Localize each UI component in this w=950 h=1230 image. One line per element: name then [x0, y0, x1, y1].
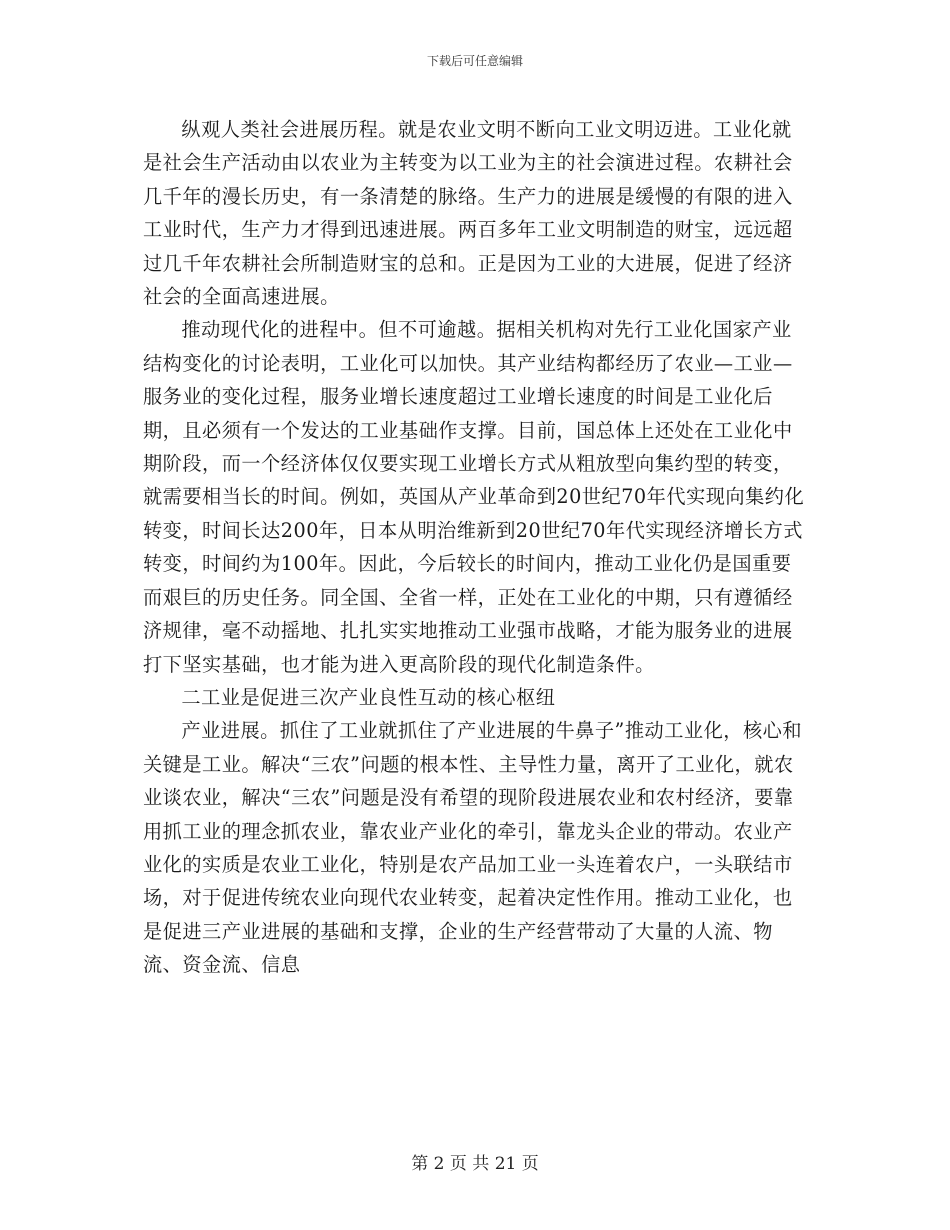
section-heading: 二工业是促进三次产业良性互动的核心枢纽	[181, 685, 556, 709]
page-header: 下载后可任意编辑	[426, 54, 523, 68]
paragraph-industry-hub: 产业进展。抓住了工业就抓住了产业进展的牛鼻子”推动工业化，核心和关键是工业。解决“三农”问题的根本性、主导性力量，离开了工业化，就农业谈农业，解决“三农”问题是没有希望的现阶段进展农业和农村经济，要靠用抓工业的理念抓农业，靠农业产业化的牵引，靠龙头企业的带动。农业产业化的实质是农业工业化，特别是农产品加工业一头连着农户，一头联结市场，对于促进传统农业向现代农业转变，起着决定性作用。推动工业化，也是促进三产业进展的基础和支撑，企业的生产经营带动了大量的人流、物流、资金流、信息	[143, 719, 803, 977]
paragraph-industrial-history: 纵观人类社会进展历程。就是农业文明不断向工业文明迈进。工业化就是社会生产活动由以农业为主转变为以工业为主的社会演进过程。农耕社会几千年的漫长历史，有一条清楚的脉络。生产力的进展是缓慢的有限的进入工业时代，生产力才得到迅速进展。两百多年工业文明制造的财宝，远远超过几千年农耕社会所制造财宝的总和。正是因为工业的大进展，促进了经济社会的全面高速进展。	[143, 118, 793, 309]
document-body	[143, 113, 807, 982]
page-footer: 第 2 页 共 21 页	[411, 1154, 539, 1174]
paragraph-modernization-process: 推动现代化的进程中。但不可逾越。据相关机构对先行工业化国家产业结构变化的讨论表明，工业化可以加快。其产业结构都经历了农业—工业—服务业的变化过程，服务业增长速度超过工业增长速度的时间是工业化后期，且必须有一个发达的工业基础作支撑。目前，国总体上还处在工业化中期阶段，而一个经济体仅仅要实现工业增长方式从粗放型向集约型的转变，就需要相当长的时间。例如，英国从产业革命到20世纪70年代实现向集约化转变，时间长达200年，日本从明治维新到20世纪70年代实现经济增长方式转变，时间约为100年。因此，今后较长的时间内，推动工业化仍是国重要而艰巨的历史任务。同全国、全省一样，正处在工业化的中期，只有遵循经济规律，毫不动摇地、扎扎实实地推动工业强市战略，才能为服务业的进展打下坚实基础，也才能为进入更高阶段的现代化制造条件。	[143, 318, 805, 676]
